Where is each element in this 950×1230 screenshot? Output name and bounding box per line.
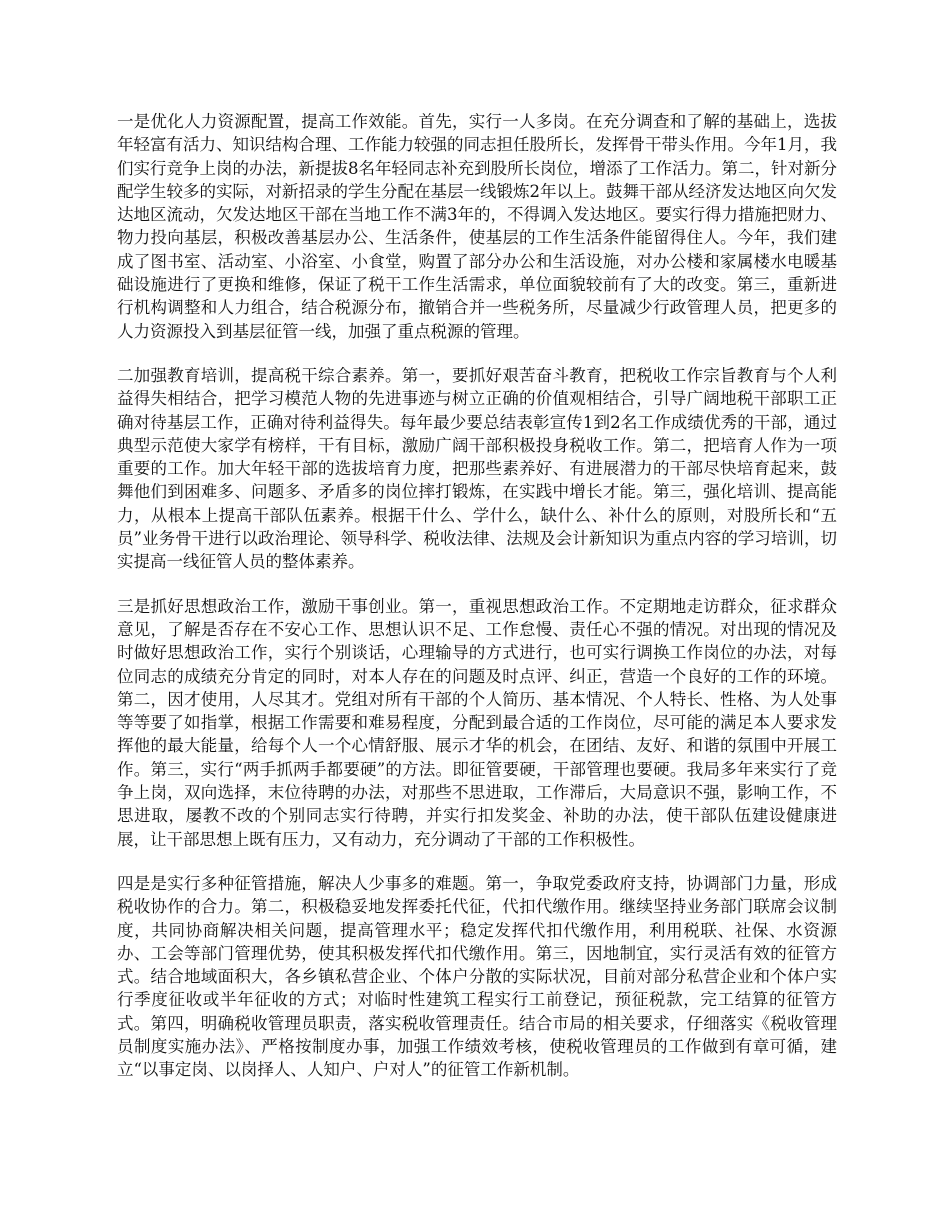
paragraph-3: 三是抓好思想政治工作，激励干事创业。第一，重视思想政治工作。不定期地走访群众，征求群众意见，了解是否存在不安心工作、思想认识不足、工作怠慢、责任心不强的情况。对出现的情况及时做好思想政治工作，实行个别谈话，心理输导的方式进行，也可实行调换工作岗位的办法，对每位同志的成绩充分肯定的同时，对本人存在的问题及时点评、纠正，营造一个良好的工作的环境。第二，因才使用，人尽其才。党组对所有干部的个人简历、基本情况、个人特长、性格、为人处事等等要了如指掌，根据工作需要和难易程度，分配到最合适的工作岗位，尽可能的满足本人要求发挥他的最大能量，给每个人一个心情舒服、展示才华的机会，在团结、友好、和谐的氛围中开展工作。第三，实行“两手抓两手都要硬”的方法。即征管要硬，干部管理也要硬。我局多年来实行了竞争上岗，双向选择，末位待聘的办法，对那些不思进取，工作滞后，大局意识不强，影响工作，不思进取，屡教不改的个别同志实行待聘，并实行扣发奖金、补助的办法，使干部队伍建设健康进展，让干部思想上既有压力，又有动力，充分调动了干部的工作积极性。 <box>117 596 837 849</box>
paragraph-1: 一是优化人力资源配置，提高工作效能。首先，实行一人多岗。在充分调查和了解的基础上，选拔年轻富有活力、知识结构合理、工作能力较强的同志担任股所长，发挥骨干带头作用。今年1月，我们实行竞争上岗的办法，新提拔8名年轻同志补充到股所长岗位，增添了工作活力。第二，针对新分配学生较多的实际，对新招录的学生分配在基层一线锻炼2年以上。鼓舞干部从经济发达地区向欠发达地区流动，欠发达地区干部在当地工作不满3年的，不得调入发达地区。要实行得力措施把财力、物力投向基层，积极改善基层办公、生活条件，使基层的工作生活条件能留得住人。今年，我们建成了图书室、活动室、小浴室、小食堂，购置了部分办公和生活设施，对办公楼和家属楼水电暖基础设施进行了更换和维修，保证了税干工作生活需求，单位面貌较前有了大的改变。第三，重新进行机构调整和人力组合，结合税源分布，撤销合并一些税务所，尽量减少行政管理人员，把更多的人力资源投入到基层征管一线，加强了重点税源的管理。 <box>117 112 837 341</box>
document-body <box>117 110 837 1082</box>
paragraph-4: 四是是实行多种征管措施，解决人少事多的难题。第一，争取党委政府支持，协调部门力量，形成税收协作的合力。第二，积极稳妥地发挥委托代征，代扣代缴作用。继续坚持业务部门联席会议制度，共同协商解决相关问题，提高管理水平；稳定发挥代扣代缴作用，利用税联、社保、水资源办、工会等部门管理优势，使其积极发挥代扣代缴作用。第三，因地制宜，实行灵活有效的征管方式。结合地域面积大，各乡镇私营企业、个体户分散的实际状况，目前对部分私营企业和个体户实行季度征收或半年征收的方式；对临时性建筑工程实行工前登记，预征税款，完工结算的征管方式。第四，明确税收管理员职责，落实税收管理责任。结合市局的相关要求，仔细落实《税收管理员制度实施办法》、严格按制度办事，加强工作绩效考核，使税收管理员的工作做到有章可循，建立“以事定岗、以岗择人、人知户、户对人”的征管工作新机制。 <box>117 873 837 1080</box>
paragraph-2: 二加强教育培训，提高税干综合素养。第一，要抓好艰苦奋斗教育，把税收工作宗旨教育与个人利益得失相结合，把学习模范人物的先进事迹与树立正确的价值观相结合，引导广阔地税干部职工正确对待基层工作，正确对待利益得失。每年最少要总结表彰宣传1到2名工作成绩优秀的干部，通过典型示范使大家学有榜样，干有目标，激励广阔干部积极投身税收工作。第二，把培育人作为一项重要的工作。加大年轻干部的选拔培育力度，把那些素养好、有进展潜力的干部尽快培育起来，鼓舞他们到困难多、问题多、矛盾多的岗位摔打锻炼，在实践中增长才能。第三，强化培训、提高能力，从根本上提高干部队伍素养。根据干什么、学什么，缺什么、补什么的原则，对股所长和“五员”业务骨干进行以政治理论、领导科学、税收法律、法规及会计新知识为重点内容的学习培训，切实提高一线征管人员的整体素养。 <box>117 365 837 572</box>
